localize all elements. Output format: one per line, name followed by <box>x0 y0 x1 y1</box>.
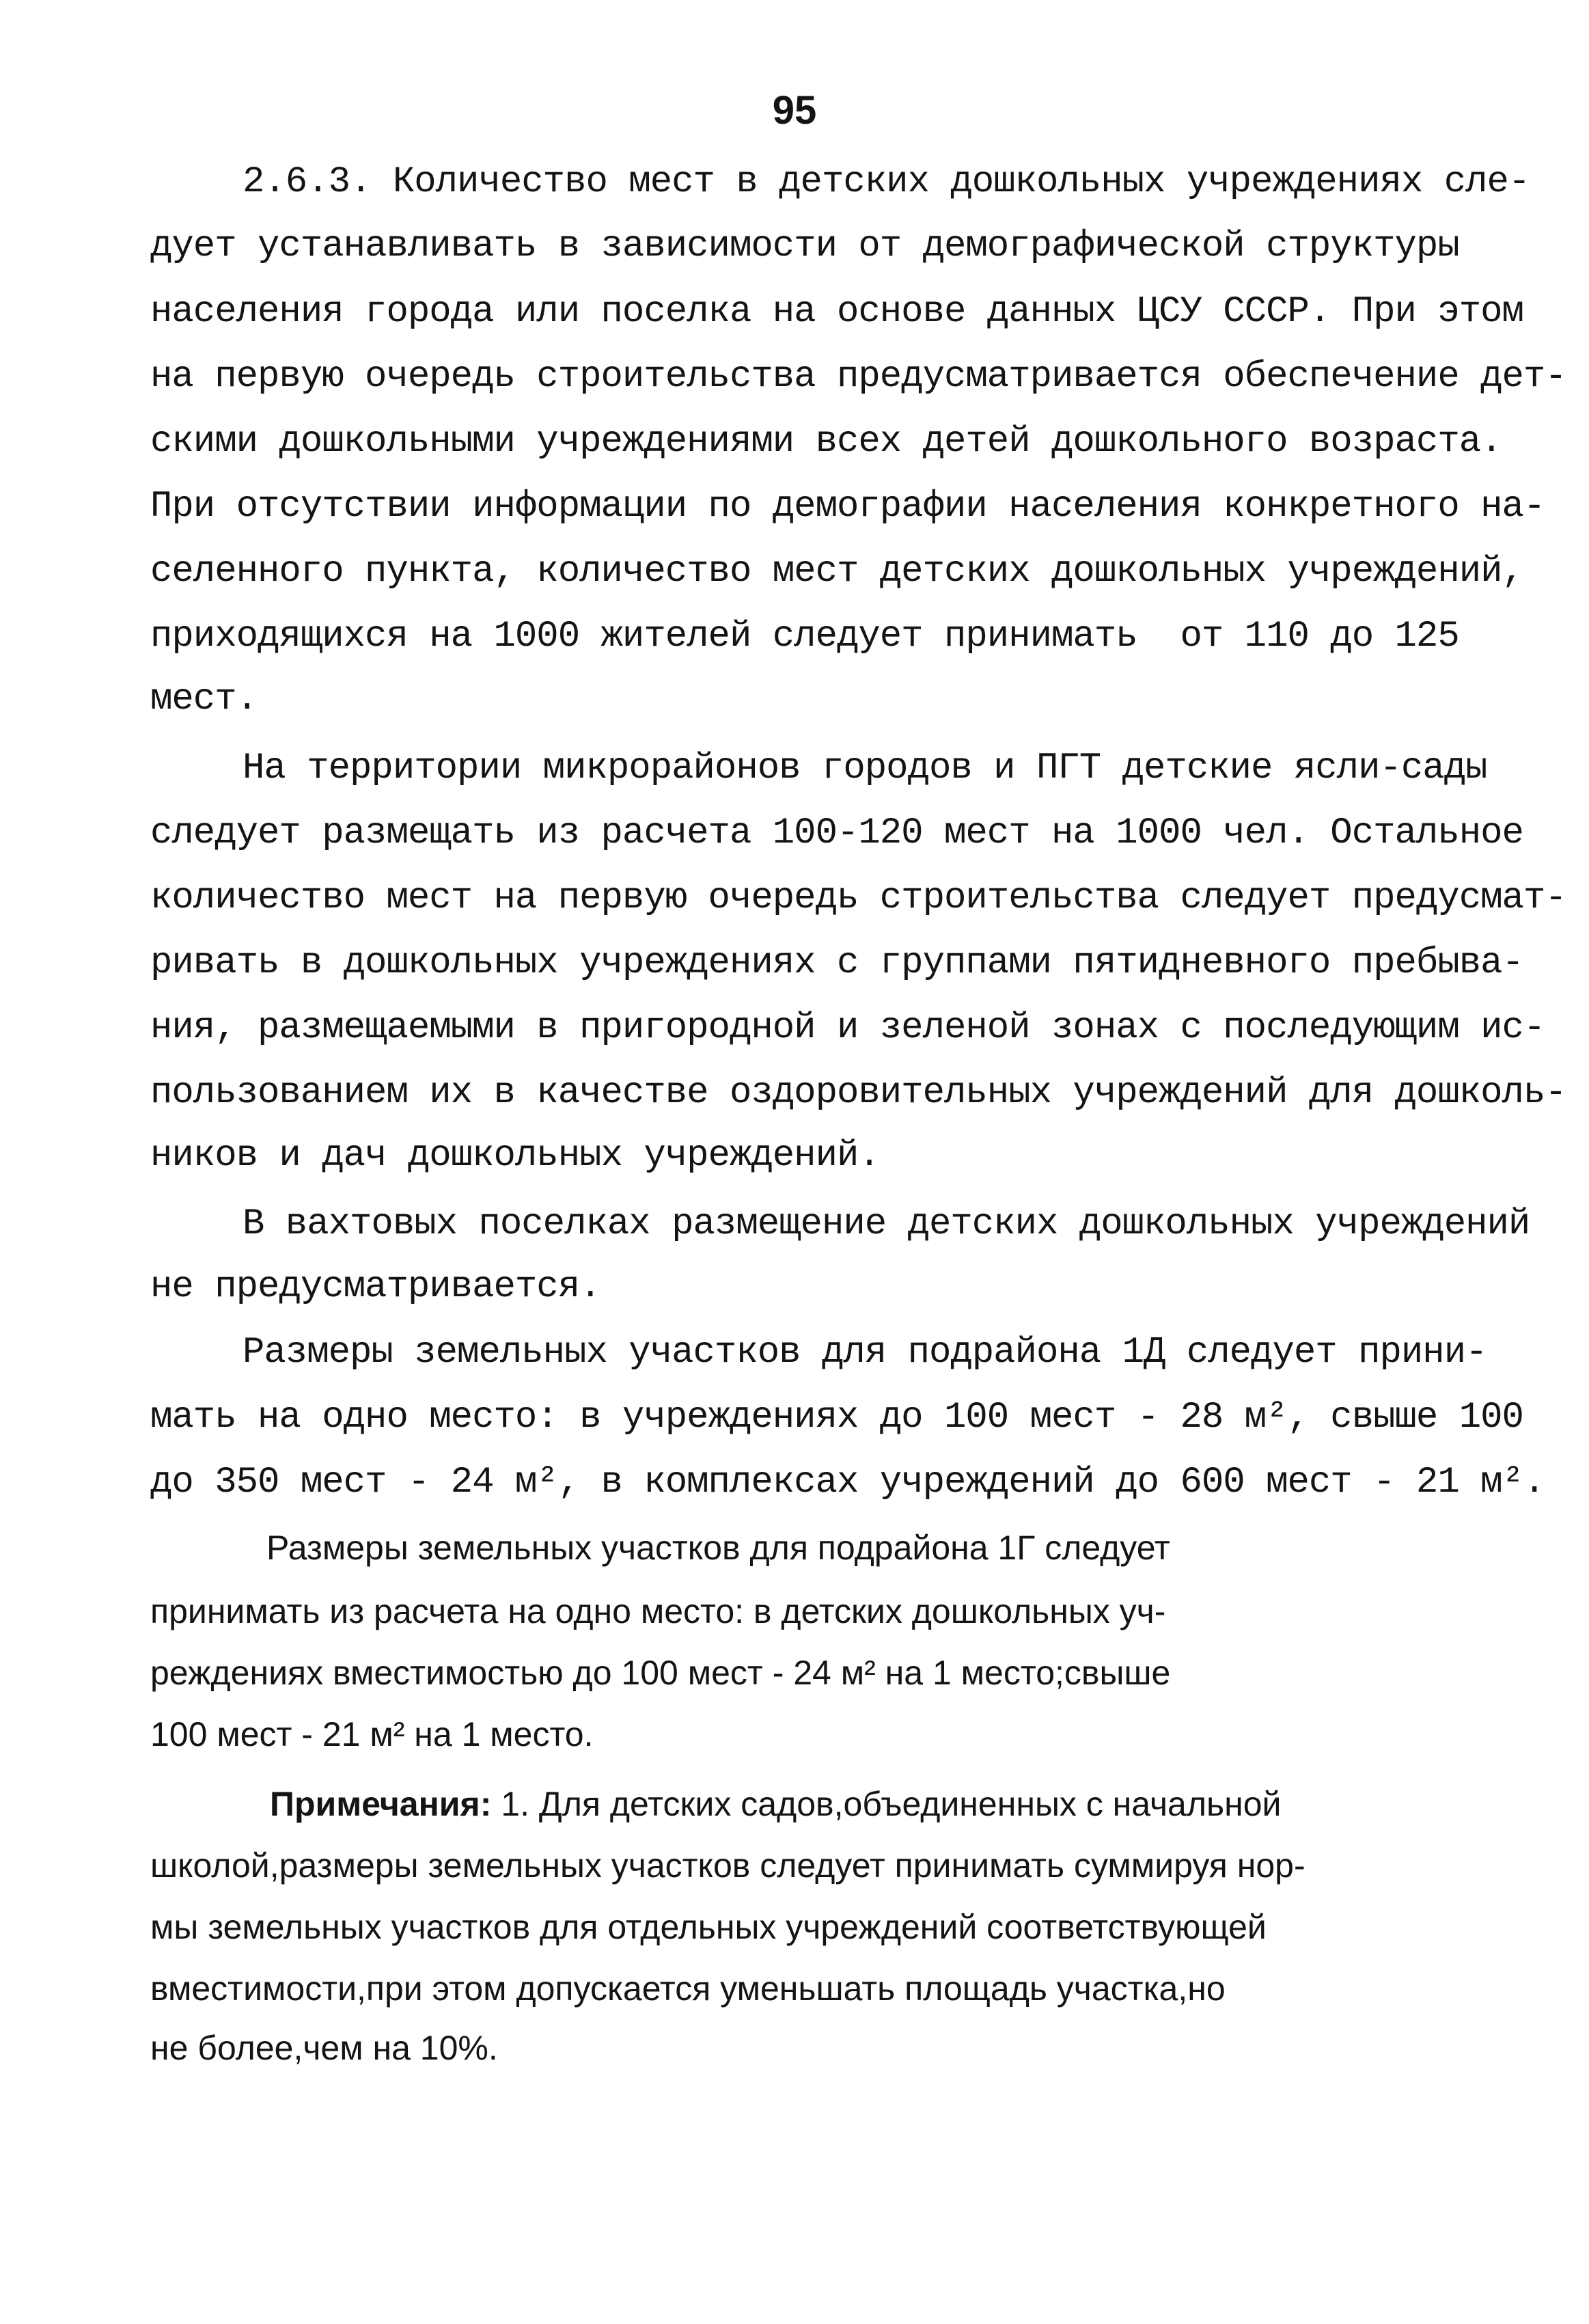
clause-2-6-3-line-3: населения города или поселка на основе данных ЦСУ СССР. При этом <box>150 291 1523 333</box>
subdistrict-1g-line-1: Размеры земельных участков для подрайона 1Г следует <box>266 1529 1170 1567</box>
clause-2-6-3-line-9: мест. <box>150 679 258 720</box>
micro-districts-line-4: ривать в дошкольных учреждениях с группами пятидневного пребыва- <box>150 942 1523 984</box>
clause-2-6-3-line-6: При отсутствии информации по демографии населения конкретного на- <box>150 486 1545 528</box>
notes-line-5: не более,чем на 10%. <box>150 2029 498 2067</box>
clause-2-6-3-line-5: скими дошкольными учреждениями всех детей дошкольного возраста. <box>150 421 1502 463</box>
notes-line-3: мы земельных участков для отдельных учреждений соответствующей <box>150 1908 1267 1946</box>
subdistrict-1g-line-2: принимать из расчета на одно место: в детских дошкольных уч- <box>150 1592 1166 1630</box>
notes-label: Примечания: <box>270 1785 492 1823</box>
subdistrict-1d-line-1: Размеры земельных участков для подрайона 1Д следует прини- <box>243 1332 1487 1373</box>
micro-districts-line-5: ния, размещаемыми в пригородной и зеленой зонах с последующим ис- <box>150 1007 1545 1049</box>
subdistrict-1d-line-3: до 350 мест - 24 м², в комплексах учреждений до 600 мест - 21 м². <box>150 1462 1545 1503</box>
notes-item-1-start: 1. Для детских садов,объединенных с начальной <box>491 1785 1282 1823</box>
micro-districts-line-7: ников и дач дошкольных учреждений. <box>150 1135 880 1177</box>
clause-2-6-3-line-1: 2.6.3. Количество мест в детских дошкольных учреждениях сле- <box>243 161 1530 203</box>
shift-settlements-line-1: В вахтовых поселках размещение детских дошкольных учреждений <box>243 1203 1530 1245</box>
clause-2-6-3-line-8: приходящихся на 1000 жителей следует принимать от 110 до 125 <box>150 616 1459 657</box>
micro-districts-line-2: следует размещать из расчета 100-120 мест на 1000 чел. Остальное <box>150 812 1523 854</box>
subdistrict-1d-line-2: мать на одно место: в учреждениях до 100 мест - 28 м², свыше 100 <box>150 1397 1523 1438</box>
micro-districts-line-6: пользованием их в качестве оздоровительных учреждений для дошколь- <box>150 1072 1566 1114</box>
subdistrict-1g-line-3: реждениях вместимостью до 100 мест - 24 м² на 1 место;свыше <box>150 1654 1171 1692</box>
notes-line-2: школой,размеры земельных участков следует принимать суммируя нор- <box>150 1846 1305 1885</box>
notes-line-4: вместимости,при этом допускается уменьшать площадь участка,но <box>150 1969 1226 2008</box>
page-number: 95 <box>772 88 817 133</box>
micro-districts-line-1: На территории микрорайонов городов и ПГТ детские ясли-сады <box>243 748 1487 789</box>
shift-settlements-line-2: не предусматривается. <box>150 1266 601 1308</box>
notes-line-1 <box>270 1787 1281 1821</box>
subdistrict-1g-line-4: 100 мест - 21 м² на 1 место. <box>150 1715 594 1753</box>
clause-2-6-3-line-7: селенного пункта, количество мест детских дошкольных учреждений, <box>150 551 1523 592</box>
micro-districts-line-3: количество мест на первую очередь строительства следует предусмат- <box>150 877 1566 919</box>
clause-2-6-3-line-2: дует устанавливать в зависимости от демографической структуры <box>150 225 1459 267</box>
clause-2-6-3-line-4: на первую очередь строительства предусматривается обеспечение дет- <box>150 356 1566 398</box>
